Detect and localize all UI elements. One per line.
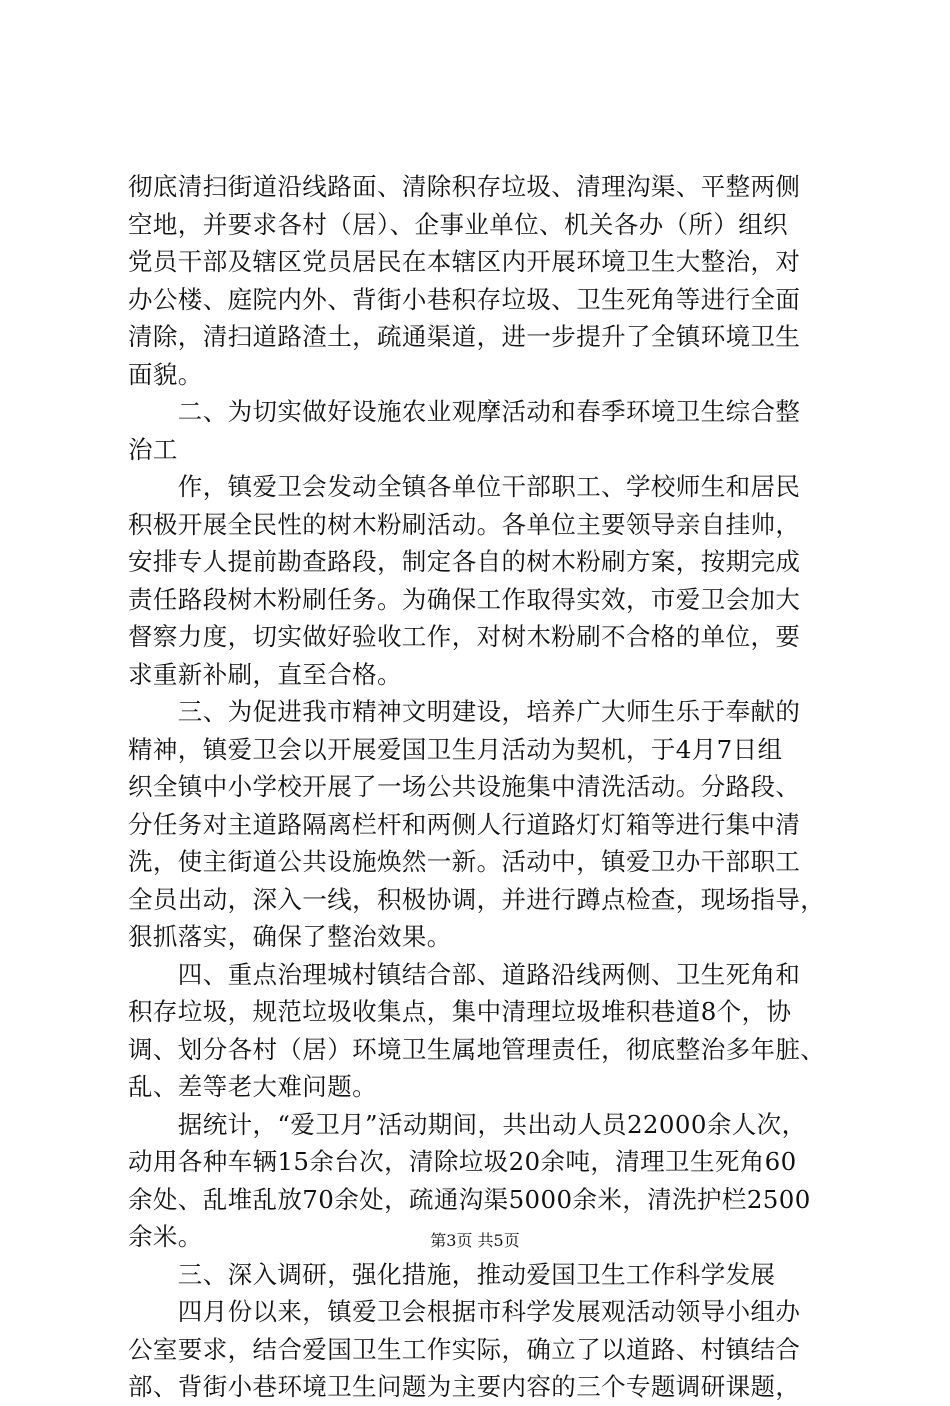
text-line: 全员出动，深入一线，积极协调，并进行蹲点检查，现场指导， xyxy=(128,884,826,914)
text-line: 调、划分各村（居）环境卫生属地管理责任，彻底整治多年脏、 xyxy=(128,1034,826,1064)
text-line: 责任路段树木粉刷任务。为确保工作取得实效，市爱卫会加大 xyxy=(128,584,801,614)
text-line: 织全镇中小学校开展了一场公共设施集中清洗活动。分路段、 xyxy=(128,772,801,801)
page-footer xyxy=(0,1231,950,1251)
text-line: 据统计，“爱卫月”活动期间，共出动人员22000余人次， xyxy=(128,1109,807,1139)
text-line: 四、重点治理城村镇结合部、道路沿线两侧、卫生死角和 xyxy=(128,959,801,989)
body-text xyxy=(128,168,840,1406)
text-line: 三、为促进我市精神文明建设，培养广大师生乐于奉献的 xyxy=(128,697,801,726)
text-line: 四月份以来，镇爱卫会根据市科学发展观活动领导小组办 xyxy=(128,1297,801,1326)
text-line: 督察力度，切实做好验收工作，对树木粉刷不合格的单位，要 xyxy=(128,622,801,651)
text-line: 公室要求，结合爱国卫生工作实际，确立了以道路、村镇结合 xyxy=(128,1334,801,1364)
text-line: 面貌。 xyxy=(128,359,203,389)
text-line: 精神，镇爱卫会以开展爱国卫生月活动为契机，于4月7日组 xyxy=(128,734,783,764)
text-line: 安排专人提前勘查路段，制定各自的树木粉刷方案，按期完成 xyxy=(128,547,801,576)
text-line: 作，镇爱卫会发动全镇各单位干部职工、学校师生和居民 xyxy=(128,472,801,501)
text-line: 办公楼、庭院内外、背街小巷积存垃圾、卫生死角等进行全面 xyxy=(128,284,801,314)
text-line: 治工 xyxy=(128,434,178,464)
text-line: 洗，使主街道公共设施焕然一新。活动中，镇爱卫办干部职工 xyxy=(128,847,801,876)
text-line: 狠抓落实，确保了整治效果。 xyxy=(128,922,452,951)
text-line: 分任务对主道路隔离栏杆和两侧人行道路灯灯箱等进行集中清 xyxy=(128,809,801,839)
text-line: 三、深入调研，强化措施，推动爱国卫生工作科学发展 xyxy=(128,1259,776,1289)
text-line: 求重新补刷，直至合格。 xyxy=(128,659,402,689)
text-line: 乱、差等老大难问题。 xyxy=(128,1072,377,1101)
text-line: 部、背街小巷环境卫生问题为主要内容的三个专题调研课题， xyxy=(128,1372,801,1401)
text-line: 余米。 xyxy=(128,1222,203,1251)
text-line: 党员干部及辖区党员居民在本辖区内开展环境卫生大整治，对 xyxy=(128,247,801,276)
text-line: 积存垃圾，规范垃圾收集点，集中清理垃圾堆积巷道8个，协 xyxy=(128,997,792,1026)
text-line: 彻底清扫街道沿线路面、清除积存垃圾、清理沟渠、平整两侧 xyxy=(128,172,801,201)
text-line: 二、为切实做好设施农业观摩活动和春季环境卫生综合整 xyxy=(128,397,801,426)
page-number: 第3页 共5页 xyxy=(430,1231,520,1250)
text-line: 清除，清扫道路渣土，疏通渠道，进一步提升了全镇环境卫生 xyxy=(128,322,801,351)
text-line: 余处、乱堆乱放70余处，疏通沟渠5000余米，清洗护栏2500 xyxy=(128,1184,811,1214)
text-line: 积极开展全民性的树木粉刷活动。各单位主要领导亲自挂帅， xyxy=(128,509,801,539)
text-line: 动用各种车辆15余台次，清除垃圾20余吨，清理卫生死角60 xyxy=(128,1147,797,1176)
text-line: 空地，并要求各村（居）、企事业单位、机关各办（所）组织 xyxy=(128,209,789,239)
